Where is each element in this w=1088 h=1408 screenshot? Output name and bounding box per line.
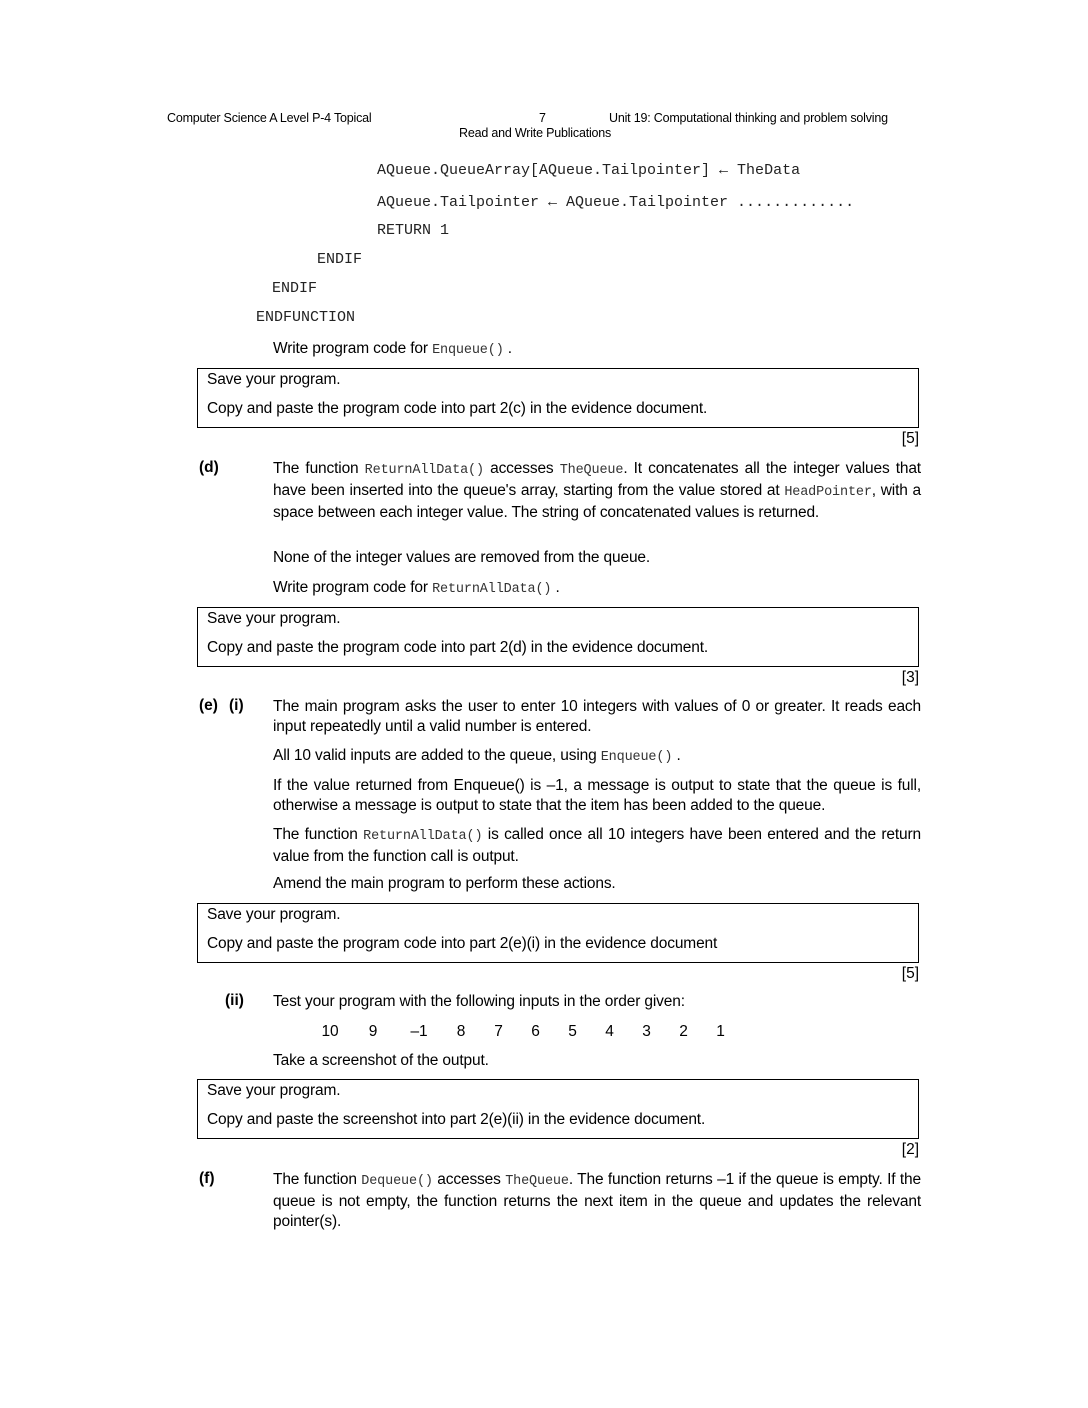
part-e-ii-p2: Take a screenshot of the output.	[273, 1052, 489, 1069]
page-number: 7	[539, 111, 546, 125]
part-d-marks: [3]	[901, 669, 919, 686]
test-input: 3	[642, 1023, 651, 1040]
part-e-i-p5: Amend the main program to perform these actions.	[273, 875, 616, 892]
header-publisher: Read and Write Publications	[459, 126, 612, 140]
test-input: 6	[531, 1023, 540, 1040]
part-d-instruction: Write program code for ReturnAllData() .	[273, 579, 560, 597]
part-e-ii-p1: Test your program with the following inputs in the order given:	[273, 993, 685, 1010]
test-input: 1	[716, 1023, 725, 1040]
code-line: AQueue.QueueArray[AQueue.Tailpointer] ← TheData	[377, 162, 801, 179]
part-e-i-p2: All 10 valid inputs are added to the queue, using Enqueue() .	[273, 747, 681, 765]
code-line: ENDIF	[272, 280, 318, 297]
part-e-i-p3: If the value returned from Enqueue() is –1, a message is output to state that the queue is full, otherwise a message is output to state that the item has been added to the queue.	[273, 777, 921, 814]
part-d-save-box: Save your program. Copy and paste the program code into part 2(d) in the evidence document.	[197, 607, 919, 667]
part-d-label: (d)	[199, 459, 219, 476]
test-input: 4	[605, 1023, 614, 1040]
part-d-paragraph: The function ReturnAllData() accesses TheQueue. It concatenates all the integer values that have been inserted into the queue's array, starting from the value stored at HeadPointer, with a space between each integer value. The string of concatenated values is returned.	[273, 460, 921, 521]
part-e-i-p1: The main program asks the user to enter 10 integers with values of 0 or greater. It reads each input repeatedly until a valid number is entered.	[273, 698, 921, 735]
test-input: 2	[679, 1023, 688, 1040]
header-left: Computer Science A Level P-4 Topical	[167, 111, 372, 125]
part-c-marks: [5]	[901, 430, 919, 447]
test-input: 7	[494, 1023, 503, 1040]
part-e-ii-marks: [2]	[901, 1141, 919, 1158]
test-input: 5	[568, 1023, 577, 1040]
part-c-instruction: Write program code for Enqueue() .	[273, 340, 512, 358]
part-f-label: (f)	[199, 1170, 215, 1187]
test-input: 9	[368, 1023, 378, 1040]
header-right: Unit 19: Computational thinking and problem solving	[609, 111, 888, 125]
part-e-i-marks: [5]	[901, 965, 919, 982]
code-line: ENDFUNCTION	[256, 309, 356, 326]
part-f-paragraph: The function Dequeue() accesses TheQueue. The function returns –1 if the queue is empty. If the queue is not empty, the function returns the next item in the queue and updates the relevant pointer(s).	[273, 1171, 921, 1230]
part-e-label: (e)	[199, 697, 218, 714]
part-e-ii-label: (ii)	[225, 992, 244, 1009]
code-line: ENDIF	[317, 251, 363, 268]
part-c-save-box: Save your program. Copy and paste the program code into part 2(c) in the evidence document.	[197, 368, 919, 428]
part-e-i-p4: The function ReturnAllData() is called once all 10 integers have been entered and the return value from the function call is output.	[273, 826, 921, 865]
part-d-note: None of the integer values are removed from the queue.	[273, 549, 651, 566]
test-input: 8	[456, 1023, 466, 1040]
part-e-i-save-box: Save your program. Copy and paste the program code into part 2(e)(i) in the evidence document	[197, 903, 919, 963]
test-input: –1	[410, 1023, 428, 1040]
code-line: RETURN 1	[377, 222, 450, 239]
part-e-i-label: (i)	[229, 697, 244, 714]
code-line: AQueue.Tailpointer ← AQueue.Tailpointer .............	[377, 194, 855, 211]
part-e-ii-save-box: Save your program. Copy and paste the screenshot into part 2(e)(ii) in the evidence document.	[197, 1079, 919, 1139]
test-input: 10	[321, 1023, 339, 1040]
test-inputs	[316, 1022, 739, 1042]
